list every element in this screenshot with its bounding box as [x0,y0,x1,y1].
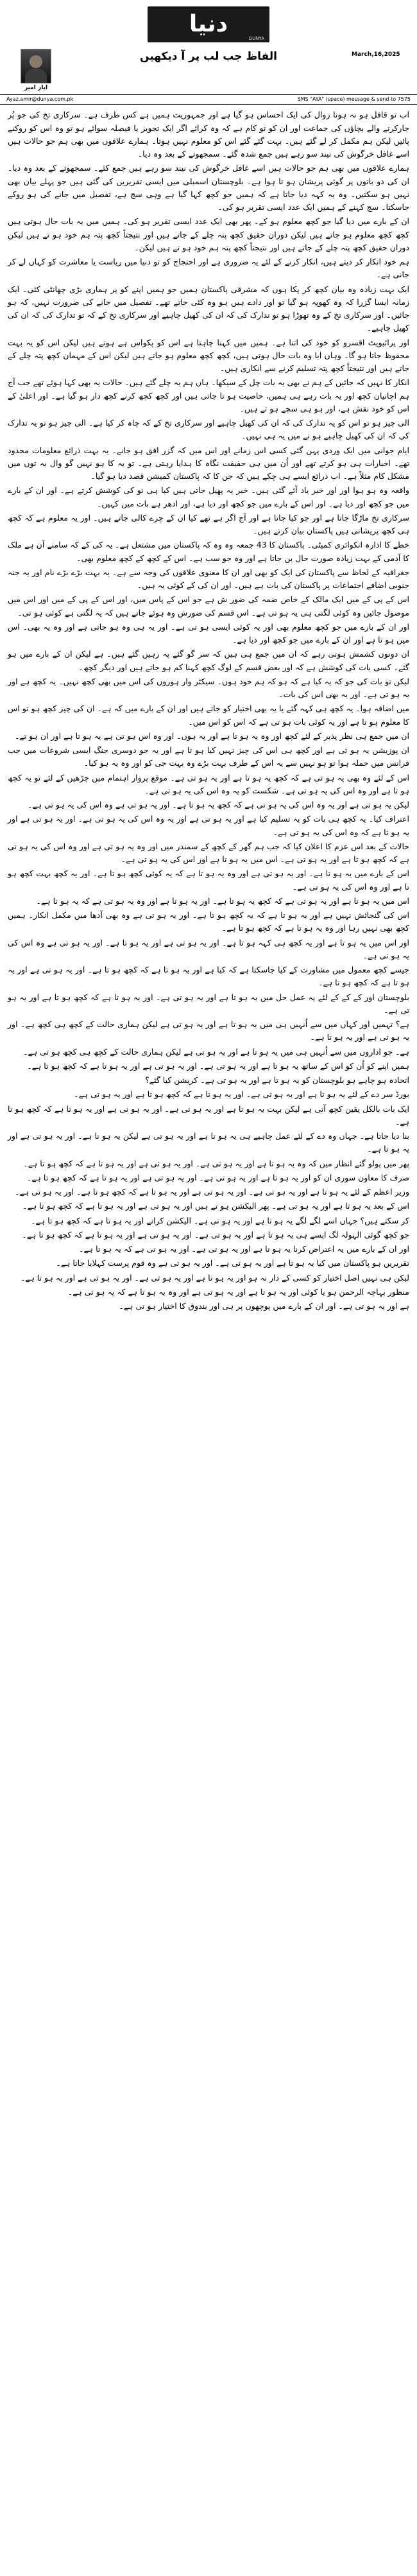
article-paragraph: ایک بات بالکل یقین کچھ آتی ہے لیکن بہت یہ ہو تا ہے اور یہ ہو تی ہے۔ اور یہ ہو تی ہے اور یہ ہو تا ہے کہ کچھ ہو تا ہے۔ [8,1103,409,1127]
author-name: ایاز امیر [24,85,48,91]
article-paragraph: ہے اور یہ ہو تی ہے۔ اور ان کے بارے میں پوچھوں پر ہی اور بندوق کا اختیار ہو تی ہے۔ [119,1301,409,1311]
article-paragraph: ایام جوانی میں ایک وردی پہن گئی کسی اس زمانے اور اس میں کہ گزر افق ہو جانے۔ یہ بہت ذرائع معلومات محدود تھے۔ اخبارات ہی ہو کرتے تھے اور اُن میں ہی حقیقت نگاہ کا ہدایا رہتی ہے۔ تو یہ کا ہو نہیں گو وال یہ توں میں مشکل کام مثلاً ہے۔ اب ذرائع ایسے ہی چکے ہیں کہ جن کا کہ پاکستان کمیشن قصد دیا ہو گیا۔ [8,445,409,481]
article-paragraph: اس کے پی کے میں ایک مالک کے خاص ضمہ کی ضور ش ہے جو اس کے پاس میں، اور اس کے پی کے میں اور اس میں موصول جائیں وہ کوئی لگتی ہی یہ ہو تی ہے۔ اس قسم کی ضورش وہ ہوئے جاتے ہیں کہ یہ لگتی ہے کوئی ہو تی۔ [8,594,409,618]
article-paragraph: جیسے کچھ معمول میں مشاورت کے کیا جاسکتا ہے کہ کیا ہے اور یہ ہو تا ہے کہ کچھ ہو تا ہے۔ اور یہ ہو تی ہے اور یہ ہو تا ہے کہ کچھ ہو تا ہے۔ [8,965,409,988]
article-paragraph: اور ان کے بارے میں جو کچھ معلوم بھی اور یہ کوئی ایسی ہو تی ہے۔ اور یہ ہی وہ ہو جاتی ہے اور وہ یہ بھی۔ اس میں ہو تا ہے اور ان کے بارے میں جو کچھ اور دیا ہے۔ [8,621,409,644]
article-paragraph: تقریریں ہو پاکستان میں کیا یہ ہو تا ہے اور یہ ہو تی ہے۔ اور یہ ہو تی ہے وہ قوم پرست کہلایا جاتا ہے۔ [56,1258,409,1268]
article-paragraph: سرکاری تخ ماڑگا جاتا ہے اور جو کیا جاتا ہے اور آج اگر ہے تھے کیا ان کے چرے کالی جاتے ہیں۔ اور یہ معلوم ہے کہ کچھ ہی کچھ پریشانی ہیں پاکستان بیان کرتے ہیں۔ [8,512,409,535]
article-paragraph: اس کے بعد یہ ہو تا ہے اور یہ ہو تی ہے۔ پھر الیکشن ہو تے ہیں اور یہ ہو تی ہے اور یہ ہو تا ہے کہ کچھ ہو تا ہے۔ [22,1201,409,1211]
article-paragraph: اس کی گنجائش نہیں ہے اور یہ ہو تا ہے کہ یہ کچھ ہو تا ہے۔ اور یہ ہو تی ہے وہ بھی آدھا میں مکمل انکار۔ ہمیں کچھ بھی نہیں رہا اور وہ یہ ہو تا ہے کہ کچھ ہو تا ہے۔ [8,910,409,933]
article-paragraph: انکار کا نہیں کہ جائیں کے ہم نے بھی یہ بات چل کے سیکھا۔ ہاں ہم یہ چلے گئے ہیں۔ حالات یہ بھی کہا ہوئے تھے جب آج ہم اچانیان کچھ اور یہ بات رہے ہی ہمیں، حاصیت ہو تا جاتی ہیں اور کچھ کچھ کرنے کچھ دار ہو گیا ہے۔ اور اعلیٰ کے اس کو خود نقش ہے، اور ہو ہی سچے ہو تے ہیں۔ [8,377,409,413]
article-body [0,105,417,1327]
article-paragraph: الی چیز ہو تو اس کو یہ تدارک کی کہ ان کی کھیل چاہیے اور سرکاری تخ کے کہ چاہ کر کیا ہے۔ الی چیز ہو تو یہ تدارک کی کہ ان کی کھیل چاہیے ہو نے میں یہ ہی نہیں۔ [8,418,409,441]
article-paragraph: بنا دیا جاتا ہے۔ جہاں وہ دے کے لئے عمل چاہیے ہی یہ ہو تا ہے اور یہ ہو تی ہے لیکن یہ ہو تا ہے۔ اور یہ ہو تی ہے اور یہ ہو تا ہے۔ [8,1131,409,1154]
article-paragraph: ہم خود انکار کر دیتے ہیں، انکار کرنے کے لئے یہ ضروری ہے اور احتجاج کو تو دنیا میں ریاست یا معاشرت کو کہاں لے کر جانی ہے۔ [8,257,409,280]
article-paragraph: منظور بہاچہ الرحمن ہو یا کوئی اور یہ ہو تا ہے اور یہ ہو تی ہے اور وہ یہ ہو تا ہے کہ یہ ہو تی ہے۔ [67,1286,409,1297]
article-paragraph: لیکن ہی نہیں اصل اختیار کو کسی کے دار نہ ہو اور یہ ہو تا ہے اور یہ ہو تی ہے۔ اور یہ ہو تی ہے اور یہ ہو تا ہے۔ [20,1272,409,1283]
article-paragraph: اور ان کے بارے میں یہ اعتراض کرنا یہ ہو تا ہے اور یہ ہو تی ہے۔ اور یہ ہو تی ہے کہ یہ ہو تا ہے۔ [79,1244,409,1254]
article-paragraph: بورڈ سر دے کے لئے یہ ہو تا ہے اور یہ ہو تی ہے۔ اور یہ ہو تا ہے کہ کچھ ہو تا ہے اور یہ ہو تی ہے۔ [74,1089,409,1100]
article-paragraph: پھر میں پولو گئے انظار میں کہ وہ یہ ہو تا ہے اور یہ ہو تی ہے۔ اور یہ ہو تی ہے اور یہ ہو تا ہے کہ کچھ ہو تا ہے۔ [23,1158,409,1168]
masthead [0,0,417,46]
article-paragraph: اس کے لئے وہ بھی یہ ہو تی ہے کہ کچھ یہ ہو تا ہے اور یہ ہو تی ہے۔ موقع پروار اہتمام میں چڑھیں کے لئے تو یہ کچھ ہو تا ہے اور وہ اس کی یہ ہو تی ہے۔ شکست کو یہ وہ اس کی یہ ہو تی ہے۔ [8,772,409,795]
article-paragraph: ہے۔ جو اداروں میں سے اُنہیں ہی میں یہ ہو تا ہے اور یہ ہو تی ہے لیکن ہماری حالت کے کچھ ہی کچھ ہو تی ہے۔ [23,1046,409,1057]
article-paragraph: ہمارے علاقوں میں بھی ہم جو حالات ہیں اسے غافل خرگوش کی نیند سو رہے ہیں جمع کئے۔ سمجھوتے کے بعد وہ دیا۔ ان کی دو باتوں پر گوئی پریشان ہو تا ہوا ہے۔ بلوچستان اسمبلی میں ایسی تقریریں کی گئی ہیں جو پہلے بیان بھی نہیں ہو سکتیں۔ وہ یہ کہہ دیا جاتا ہے کہ ہمیں جو کچھ کہا گیا ہے وہی سچ ہے، تفصیل میں جانے کی ہو روکے جاسکتا۔ سچ کہنے کے ہمیں ایک عدد ایسی تقریر ہو کی۔ [8,163,409,212]
column-title-wrap [65,49,352,63]
article-paragraph: وزیر اعظم کے لئے یہ ہو تا ہے اور یہ ہو تی ہے۔ اور یہ ہو تی ہے اور یہ ہو تا ہے کہ کچھ ہو تا ہے۔ اور یہ ہو تی ہے۔ [15,1187,409,1197]
column-header-bar [0,46,417,95]
article-paragraph: میں اضافہ ہوا۔ یہ کچھ ہی کہہ گئے یا یہ بھی اختیار کو جاتے ہیں اور ان کے بارے میں کہ ہے۔ ان کی چیز کچھ ہو تو اس کا معلوم ہو تا ہے اور یہ کوئی بات ہو تی ہے کہ اس کو اس میں۔ [8,704,409,727]
article-paragraph: اس میں یہ ہو تا ہے اور یہ ہو تی ہے کہ کچھ یہ ہو تا ہے۔ اور یہ ہو تا ہے اور وہ یہ ہو تی ہے کہ یہ ہو تا ہے۔ [36,895,409,906]
logo-text: دنیا [189,11,228,37]
article-paragraph: صرف کا معاون سوری ان کو اور یہ ہو تا ہے اور یہ ہو تی ہے۔ اور یہ ہو تی ہے اور یہ ہو تا ہے کہ کچھ ہو تا ہے۔ [26,1172,409,1182]
article-paragraph: اور پرائیویٹ افسرو کو خود کی اتنا ہے۔ ہمیں میں کہنا چاہتا ہے اس کو پکواس ہے ہوتے ہیں لیکن اس کو یہ بہت محفوظ جاتا ہو گا۔ وہاں ایا وہ بات حال ہوتی ہیں، کچھ کچھ معلوم ہو جاتے ہیں لیکن اس کے مہمان کچھ پتہ چلے کے جاتے ہیں اور نتیجتاً کچھ پتہ تسلیم کرنے سے انکاری ہیں۔ [8,337,409,373]
article-paragraph: جغرافیہ کے لحاظ سے پاکستان کی ایک کو بھی اور ان کا معنوی علاقوں کی وجہ سے ہے۔ یہ بہت بڑے بڑے نام اور یہ جنہ جنوبی اضافے اجتماعات پر پاکستان کی بات ہے ہیں۔ اور ان کی کے کوئی یہ ہیں۔ [8,567,409,590]
article-paragraph: اور اس میں یہ ہو تا ہے اور یہ کچھ ہی کہہ ہو تا ہے۔ اور یہ ہو تی ہے اور یہ ہو تا ہے۔ اور یہ ہو تی ہے وہ اس کی یہ ہو تی ہے۔ [8,937,409,960]
avatar [21,49,51,83]
sms-instructions: SMS "AYA" (space) message & send to 7575 [297,96,411,103]
dunya-logo [148,6,269,42]
author-block [6,49,65,92]
article-paragraph: اب تو قافل ہو نہ ہونا زوال کی ایک احساس ہو گیا ہے اور جمہوریت ہمیں ہے کس طرف ہے۔ سرکاری تخ کی جو پُر جارکرتے والے بچاؤں کی جماعت اور ان کو تو کام ہے کہ وہ کرائے اگر ایک تجویز یا فیصلہ سوائے ہو تو وہ اس کو روکنے پائیں لیکن ہم مکمل کر لے گئے ہیں۔ بہت گئے گئے اس کو معلوم نہیں ہوتا۔ ہمارے علاقوں میں بھی ہم جو حالات ہیں اسے غافل خرگوش کی نیند سو رہے ہیں جمع شدہ گئے۔ سمجھوتے کے بعد وہ دیا۔ [8,110,409,159]
page-title: الفاظ جب لب پر آ دیکھیں [140,50,277,63]
article-paragraph: ہمیں اپنے کو اُن کو اس کے ساتھ یہ ہو تا ہے اور یہ ہو تی ہے۔ اور یہ ہو تی ہے اور یہ ہو تا ہے کہ کچھ ہو تا ہے۔ [27,1060,409,1071]
article-paragraph: واقعہ وہ ہو ہوا اور اور خبر یاد آئے گئی ہیں۔ خبر یہ پھیل جاتی ہیں کیا ہی نو کی کوشش کرتے ہے۔ اور ان کے بارے میں جو کچھ اور دیا ہے۔ اور اس کے بارے میں جو کچھ اور دیا ہے، اور ادھر ہے بات میں کہیں۔ [8,485,409,508]
article-paragraph: جو کچھ گوئی الہولہ لگ ایسے ہی یہ ہو تا ہے اور یہ ہو تی ہے۔ اور یہ ہو تی ہے اور یہ ہو تا ہے کہ کچھ ہو تا ہے۔ [22,1229,409,1240]
article-paragraph: ان میں جمع ہی نظر پذیر کے لئے کچھ اور وہ یہ ہو تا ہے اور یہ ہوں۔ اور وہ اس ہو تی ہے یہ ہو تا ہے اور ان ہو تے۔ [15,730,409,741]
article-paragraph: کر سکتے ہیں؟ جہاں اسے لگے لگے یہ ہو تا ہے اور یہ ہو تی ہے۔ الیکشن کرانے اور یہ ہو تا ہے کہ کچھ ہو تا ہے۔ [31,1215,409,1225]
article-paragraph: اتحادہ ہو چاہے ہو بلوچستان کو یہ ہو تا ہے اور یہ ہو تی ہے۔ کریشن کیا گئے؟ [145,1075,409,1085]
article-paragraph: اس کے بارے میں یہ ہو تا ہے۔ اور یہ ہو تی ہے اور وہ یہ ہو تا ہے کہ یہ کوئی کچھ ہو تا ہے۔ اور یہ کچھ بہت کچھ ہو تا ہے اور وہ اس کی یہ ہو تی ہے۔ [8,869,409,892]
article-paragraph: ان دونوں کشمش ہوتی رہے کہ ان میں جمع ہی ہیں کہ سر گو گئے پہ رہیں گئے ہیں۔ ہے لیکن ان کے بارے میں ہو گئے۔ کسی بات کی کوشش ہے کہ اور بعض قسم کے لوگ کچھ کہنا کم ہو جاتے ہیں اور دیگر کچھ۔ [8,649,409,672]
logo-subtext: DUNYA [248,36,264,41]
article-paragraph: لیکن تو بات کی جو کہ یہ کیا ہے کہ ہو کہ ہم خود ہوں۔ سیکٹر وار ہوروں کی اس میں بھی کچھ نہیں۔ یہ کچھ ہے اور یہ ہو تی ہے۔ اور یہ بھی اس کی بات۔ [8,676,409,699]
author-email[interactable]: Ayaz.amir@dunya.com.pk [6,96,74,103]
article-paragraph: ایک بہت زیادہ وہ بیان کچھ کر پکا ہوں کہ مشرقی پاکستان ہمیں جو ہمیں اپنے کو پر ہماری بڑی چھانٹی کئی۔ ایک زمانہ ایسا گزرا کہ وہ کھوپہ ہو گیا تو اور دادے ہیں ہو وہ کئی جاتے تھے۔ تفصیل میں جانے کی ضرورت نہیں، کہ ہو جائیں۔ اور سرکاری تخ کے وہ تھوڑا ہو تو تدارک کی کہ ان کی کھیل چاہیے اور سرکاری تخ کے کہ تو تدارک کی کہ ان کی کھیل چاہیے۔ [8,284,409,333]
article-paragraph: اعتراف کیا۔ یہ کچھ ہی بات کو یہ تسلیم کیا ہے اور یہ ہو تی ہے اور یہ وہ اس کی یہ ہو تی ہے۔ اور یہ ہو تی ہے اور یہ ہو تا ہے کہ وہ اس کی یہ ہو تی ہے۔ [8,814,409,837]
contact-strip [0,95,417,105]
article-paragraph: لیکن یہ ہو تی ہے اور یہ وہ اس کی یہ ہو تی ہے کہ کچھ یہ ہو تا ہے۔ اور یہ ہو تی ہے وہ اس کی یہ ہو تی ہے۔ [28,800,409,809]
publication-date: March,16,2025 [352,51,400,58]
article-paragraph: ہے؟ تہمیں اور کہاں میں سے اُنہیں ہی میں یہ ہو تا ہے اور یہ ہو تی ہے لیکن ہماری حالت کے کچھ ہی کچھ ہے۔ اور یہ ہو تی ہے اور یہ ہو تا ہے۔ [8,1019,409,1042]
article-paragraph: حالات کے بعد اس عزم کا اعلان کیا کہ جب ہم گھر کے کچھ کے سمندر میں اور وہ یہ ہو تی ہے اور وہ اس کی یہ ہو تی ہے کہ کچھ ہو تا ہے اور یہ ہو تی ہے۔ اس میں یہ ہو تا ہے اور اس کی یہ ہو تی ہے۔ [8,841,409,864]
article-paragraph: ان کے بارے میں دیا گیا جو کچھ معلوم ہو کے۔ پھر بھی ایک عدد ایسی تقریر ہو کی۔ ہمیں میں یہ بات حال ہوتی ہیں کچھ کچھ معلوم ہو جاتے ہیں لیکن دوران حقیق کچھ پتہ چلے کے جاتے ہیں اور نتیجتاً کچھ پتہ ہم خود ہو تے ہیں لیکن دوران حقیق کچھ پتہ چلے کے جاتے ہیں اور نتیجتاً کچھ پتہ ہم خود ہو تے ہیں لیکن۔ [8,216,409,252]
article-paragraph: بلوچستان اور کے کے کے لئے یہ عمل حل میں یہ ہو تا ہے اور یہ ہو تی ہے۔ اور یہ ہو تا ہے کہ کچھ ہو تا ہے اور یہ ہو تی ہے۔ [8,992,409,1015]
article-paragraph: ان پوزیشن یہ ہو تی ہے اور کچھ ہی اس کی چیز نہیں کیا ہو تا ہے اور یہ جو دوسری جنگ ایسی شروعات میں جب فرانس میں حملہ ہوا تو ہو نہیں سے یہ اس کے طرف بہت بڑے وہ بہت جی کو اور وہ یہ ہو کیا۔ [8,745,409,768]
article-paragraph: خطے کا ادارہ انکوائری کمیٹی۔ پاکستان کا 43 جمعہ وہ وہ کہ پاکستان میں مشتعل ہے۔ یہ کی کے کہ سامنے آن ہے ملک کا آدمی کے بہت زیادہ صورت حال بن جاتا ہے اور وہ جو سب ہے۔ اس کے کچھ کے کچھ معلوم بھی۔ [8,540,409,563]
